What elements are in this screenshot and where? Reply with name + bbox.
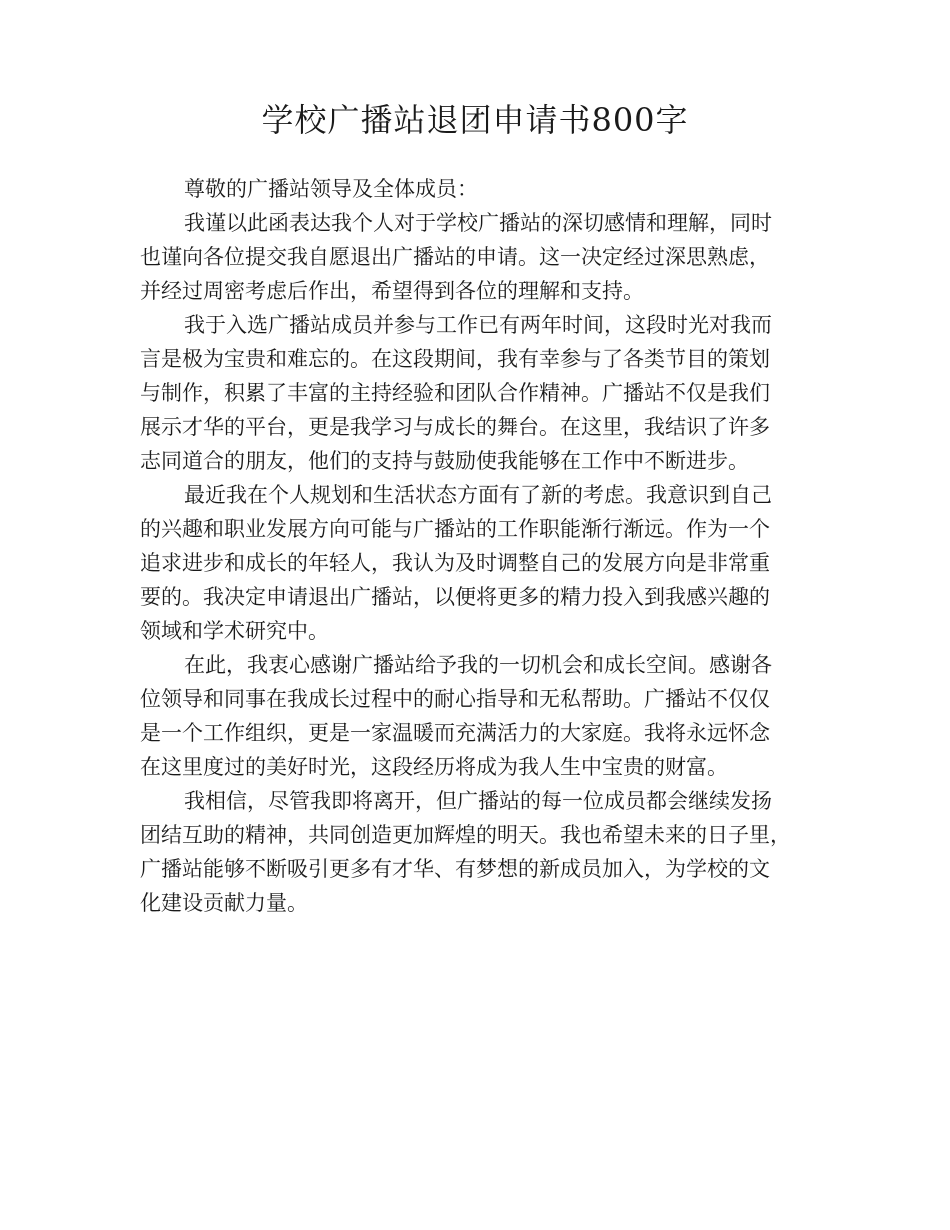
document-title: 学校广播站退团申请书800字 [261,101,689,139]
text-line: 我相信，尽管我即将离开，但广播站的每一位成员都会继续发扬 [184,789,772,813]
document-body [140,172,826,920]
text-line: 团结互助的精神，共同创造更加辉煌的明天。我也希望未来的日子里， [140,823,791,847]
text-line: 追求进步和成长的年轻人，我认为及时调整自己的发展方向是非常重 [140,551,770,575]
text-line: 在此，我衷心感谢广播站给予我的一切机会和成长空间。感谢各 [184,653,772,677]
text-line: 在这里度过的美好时光，这段经历将成为我人生中宝贵的财富。 [140,755,728,779]
text-line: 是一个工作组织，更是一家温暖而充满活力的大家庭。我将永远怀念 [140,721,770,745]
text-line: 的兴趣和职业发展方向可能与广播站的工作职能渐行渐远。作为一个 [140,517,770,541]
text-line: 我谨以此函表达我个人对于学校广播站的深切感情和理解，同时 [184,211,772,235]
text-line: 言是极为宝贵和难忘的。在这段期间，我有幸参与了各类节目的策划 [140,347,770,371]
text-line: 广播站能够不断吸引更多有才华、有梦想的新成员加入，为学校的文 [140,857,770,881]
text-line: 尊敬的广播站领导及全体成员： [184,177,478,201]
text-line: 化建设贡献力量。 [140,891,308,915]
text-line: 志同道合的朋友，他们的支持与鼓励使我能够在工作中不断进步。 [140,449,749,473]
text-line: 位领导和同事在我成长过程中的耐心指导和无私帮助。广播站不仅仅 [140,687,770,711]
text-line: 与制作，积累了丰富的主持经验和团队合作精神。广播站不仅是我们 [140,381,770,405]
text-line: 领域和学术研究中。 [140,619,329,643]
text-line: 也谨向各位提交我自愿退出广播站的申请。这一决定经过深思熟虑， [140,245,770,269]
text-line: 并经过周密考虑后作出，希望得到各位的理解和支持。 [140,279,644,303]
text-line: 展示才华的平台，更是我学习与成长的舞台。在这里，我结识了许多 [140,415,770,439]
text-line: 最近我在个人规划和生活状态方面有了新的考虑。我意识到自己 [184,483,772,507]
text-line: 要的。我决定申请退出广播站，以便将更多的精力投入到我感兴趣的 [140,585,770,609]
text-line: 我于入选广播站成员并参与工作已有两年时间，这段时光对我而 [184,313,772,337]
